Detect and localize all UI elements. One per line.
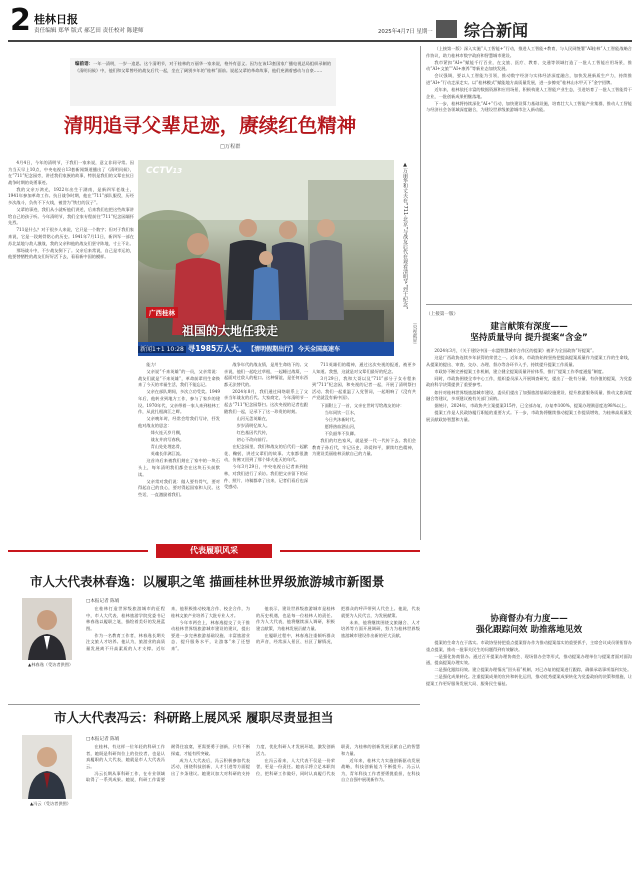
feature-col2-p: 能力！ <box>146 362 159 367</box>
right-top-p: （上接第一版）深入实施“人工智能+”行动，推进人工智能+教育，与人民网签署“AI桂林”人工智能战略合作协议，助力桂林市数字政府和智慧城市建设。 <box>426 46 632 58</box>
feature-col-2 <box>138 362 220 535</box>
feature-col1-p: 711是什么？对于很多人来说，它只是一个数字；但对于我们家来说，它是一段刻骨铭心的历史。1941年7月11日，新四军一部在苏北某地与敌人激战，我的父亲和他的战友们坚守阵地，寸土不让。 <box>8 227 134 246</box>
byline-main: □万程群 <box>220 144 241 150</box>
banner <box>8 544 420 558</box>
right-body-p: 2024年3月，《关于建设中国一东盟智慧城市合作区的提案》被评为全国政协“好提案”。 <box>434 348 597 353</box>
article1-caption: ▲林春逸（受访者供图） <box>28 662 74 667</box>
right-body-p: 这是广西政协连续多年获得的荣誉之一。近年来，市政协始终坚持把提高提案质量作为提案工作的生命线，从提案的提出、审查、交办、办理、督办等各环节入手，持续提升提案工作质量。 <box>426 355 632 367</box>
editor-note-label: 编前语： <box>75 62 94 67</box>
date-line: 2025年4月7日 星期一 <box>378 29 433 35</box>
feature-col1-p: 那场战斗中，不少战友倒下了。父亲后来常说，自己是幸运的，他要替牺牲的战友们好好活下去，看看新中国的模样。 <box>8 247 134 260</box>
feature-col-4 <box>312 362 416 535</box>
article2-caption: ▲冯云（受访者供图） <box>30 801 71 806</box>
feature-col4-p: 711英雄们的精神，通过这次央视的报道，被更多人知道。我想，这就是对父辈们最好的纪念。 <box>312 362 416 374</box>
article1-p: 在桂林打造世界级旅游城市的征程中，市人大代表、桂林旅游学院党委书记林春逸以履职之笔，描绘着美好的发展蓝图。 <box>86 606 165 631</box>
article2-p: 近年来，桂林大力实施创新驱动发展战略，科技创新能力不断提升。冯云认为，青年科技工作者要勇挑重担，在科技自立自强中展现新作为。 <box>341 757 420 783</box>
poem-line: 愿将热血洒山河， <box>324 423 359 429</box>
section-block <box>436 20 457 38</box>
photo-ticker <box>138 342 394 356</box>
masthead-rule <box>8 40 632 42</box>
article1-headline: 市人大代表林春逸：以履职之笔 描画桂林世界级旅游城市新图景 <box>30 574 385 589</box>
feature-col3-p: 在纪念园里，我们和战友的后代们一起献花、鞠躬，讲述父辈们的故事。大家都很激动，仿佛又回到了那个烽火连天的年代。 <box>224 444 308 463</box>
feature-col3-p: 今年3月29日，中央电视台记者来到桂林，对我们进行了采访。我们把父亲留下的证件、照片、诗稿都拿了出来，记者们看后也深受感动。 <box>224 464 308 490</box>
right-top-p: 会议强调，要以人工智能为引领，推动数字经济与实体经济深度融合，加快发展新质生产力，持续推进“AI+”行动走深走实。以“桂林模式”赋能地方高质量发展，进一步擦亮“桂林山水甲天下”金字招牌。 <box>426 73 632 85</box>
article2-photo <box>22 735 72 799</box>
article1-p: 在履职过程中，林春逸注重倾听群众的声音，经常深入景区、社区了解情况，把群众的呼声带到人代会上。他说，代表就要为人民代言，为发展献策。 <box>256 606 420 645</box>
photo-credit: （央视截屏） <box>412 320 417 347</box>
article1-body <box>86 606 420 700</box>
poem-line: 山河无恙英雄在， <box>236 415 271 421</box>
photo-station: 广西桂林 <box>146 307 178 318</box>
article2-body <box>86 744 420 888</box>
right-top-p: 下一步，桂林将持续深化“AI+”行动，加快建设算力基础设施，培育壮大人工智能产业集群，推动人工智能与经济社会各领域深度融合，为建设世界级旅游城市注入新动能。 <box>426 100 632 113</box>
channel-logo-text: CCTV <box>146 166 173 176</box>
right-headline: 建言献策有深度—— 坚持质量导向 提升提案“含金” <box>470 322 588 343</box>
portrait-scene <box>22 735 72 799</box>
article2-byline: □本报记者 陈娟 <box>86 737 120 742</box>
feature-col3-p: 2024年8月，我们通过网络联系上了父亲当年战友的后代。大家商定，今年清明节一起去“711”纪念园祭扫。这次央视的记者也跟随我们一起，记录下了这一珍贵的时刻。 <box>224 388 308 414</box>
portrait-scene <box>22 598 72 660</box>
ticker-right: 今天全国高速车 <box>298 346 341 353</box>
feature-col2-p: 父亲在部队期间，多次立功受奖。1949年后，他转业到地方工作，参与了家乡的建设。1970年代，父亲带着一家人来到桂林工作，从此扎根漓江之畔。 <box>138 389 220 415</box>
poem-line: 红色基因代代传， <box>236 429 271 435</box>
feature-col4-p: 下面附上了一首，父亲在世时写给战友的诗： <box>320 402 405 408</box>
feature-col4-p: 我们的红色家风，就是要一代一代传下去。我们会教育子孙后代，牢记历史，珍爱和平，赓续红色精神，为建设美丽桂林贡献自己的力量。 <box>312 438 416 457</box>
column-divider <box>420 46 421 540</box>
right-body-p: 据统计，2024年，市政协共立案提案315件，已全部办复，办复率100%，提案办理满意度达98%以上。 <box>434 403 630 409</box>
paper-name: 桂林日报 <box>34 13 78 26</box>
right-sub-p: 二是强化跟踪问效。建立提案办理情况“回头看”机制，对已办复的提案进行跟踪，确保承诺事项落到实处。 <box>434 667 632 673</box>
feature-col1-p: 4月4日，今年的清明节，于我们一家来说，意义非同寻常。因为当天早上10点，中央电视台13套新闻频道播出了《清明问候》，在“711”纪念园旁，讲述我们家族的故事，特别是我们的父辈在抗日战争时期的英勇事迹。 <box>8 160 134 185</box>
article1-p: 未来，他将继续围绕文旅融合、人才培养等方面开展调研，努力为桂林世界级旅游城市建设作出新的更大贡献。 <box>341 619 420 638</box>
right-body-p: 同时，市政协围绕全市中心工作，组织委员深入开展调查研究，提出了一批有分量、有价值的提案，为党委政府科学决策提供了重要参考。 <box>426 375 632 388</box>
page-number: 2 <box>10 3 31 38</box>
poem-line: 当年同饮一江水， <box>324 409 359 415</box>
right-top-p: 我市紧扣“AI+”赋能千行百业，在文旅、医疗、教育、交通等领域打造了一批人工智能应用场景，推动“AI+文旅”“AI+康养”等新业态加快发展。 <box>426 59 632 72</box>
article2-p: 在桂林，有这样一位年轻的科研工作者，她既是科研岗位上的佼佼者，也是认真履职的人大代表，她就是市人大代表冯云。 <box>86 744 165 769</box>
feature-col2-p: 这首诗后来被我们刻在了家中的一块石头上，每年清明我们都会在这块石头前默读。 <box>138 458 220 477</box>
feature-col2-p: 父亲晚年时，经常会给我们写诗，抒发他对战友的思念： <box>138 416 220 428</box>
poem-line: 英魂长伴漓江流。 <box>150 451 185 457</box>
article1-p: 今年市两会上，林春逸提交了关于推动桂林世界级旅游城市建设的建议，提出要进一步完善旅游基础设施、丰富旅游业态、提升服务水平，让游客“来了还想来”。 <box>171 619 250 652</box>
feature-col-3 <box>224 362 308 535</box>
feature-col2-p: 父亲常对我们说：做人要有骨气，要对得起自己的良心，要对得起国家和人民。这些话，一直激励着我们。 <box>138 478 220 497</box>
poem-line: 战友并肩写春秋。 <box>150 437 185 443</box>
ticker-time: 新闻1+1 10:28 <box>140 346 184 353</box>
feature-col1-p: 父辈的事迹，我们从小就听他们讲述，后来我们也把这些故事讲给自己的孩子听。今年清明节，我们全家专程前往“711”纪念园缅怀先烈。 <box>8 207 134 226</box>
feature-col2-p: 父亲说“千来英雄”的一员，父亲常说：战友们就是“不来英雄”，革命前辈用生命换来了今天的幸福生活，我们不能忘记。 <box>138 369 220 388</box>
right-top-p: 近年来，桂林依托丰富的数据资源和应用场景，积极构建人工智能产业生态，引进培育了一批人工智能骨干企业，一批创新成果相继落地。 <box>426 87 632 99</box>
feature-col-1 <box>8 160 134 535</box>
masthead <box>8 3 632 40</box>
article1-p: 他表示，建设世界级旅游城市是桂林的历史机遇，也是每一位桂林人的责任。作为人大代表，他将继续深入调研，积极建言献策，为桂林发展贡献力量。 <box>256 606 335 631</box>
right-body <box>426 348 632 610</box>
headline-main: 清明追寻父辈足迹，赓续红色精神 <box>63 114 357 137</box>
editor-note-text: 一年一清明，一岁一追思。这个清明节，对于桂林的万丽华一家来说，格外有意义。因为在该13套国家广播电视总局组织录制的《清明问候》中，他们和父辈曾经的战友后代一起，坐在了阔别多年的“桂林”面前。说起父辈的革命故事，他们充满着感动与自豪…… <box>75 61 332 74</box>
channel-number: 13 <box>172 167 183 175</box>
right-sub-body <box>426 640 632 890</box>
article2-p: 在冯云看来，人大代表不仅是一份荣誉，更是一份责任。她表示将立足本职岗位，把科研工作做好，同时认真履行代表职责，为桂林的创新发展贡献自己的智慧和力量。 <box>256 744 420 776</box>
banner-label: 代表履职风采 <box>156 544 272 558</box>
banner-line-left <box>8 550 148 552</box>
feature-col3-p: 战争年代的战友情，是用生命结下的。父亲说，他们一起吃过草根，一起睡过战壕，一起面对过敌人的枪口。这种情谊，是任何东西都无法替代的。 <box>224 362 308 387</box>
article2-p: 冯云长期从事科研工作，在专业领域取得了一系列成果。她说，科研工作需要耐得住寂寞，更需要勇于创新，只有不断探索，才能有所突破。 <box>86 744 250 783</box>
editor-note <box>70 58 336 106</box>
poem-line: 青山处处埋忠骨， <box>150 444 185 450</box>
poem-line: 今日共沐新时代。 <box>324 416 359 422</box>
poem-line: 初心不改向前行。 <box>236 437 271 443</box>
right-body-p: 如针对桂林世界级旅游城市建设，委员们提出了加强旅游基础设施建设、提升旅游服务质量、推动文旅深度融合等建议，多项建议被有关部门采纳。 <box>426 389 632 402</box>
right-sub-p: 三是强化成果转化。注重提案成果的宣传和转化运用，推动优秀提案成果转化为党委政府的决策和措施，让提案工作更好服务发展大局、服务民生福祉。 <box>426 674 632 687</box>
continued-note: （上接第一版） <box>426 312 459 317</box>
right-top-article <box>426 46 632 298</box>
ticker-text: 寻1985万人大。 <box>187 344 247 353</box>
section-title: 综合新闻 <box>464 21 529 40</box>
article1-byline: □本报记者 陈娟 <box>86 599 120 604</box>
news-photo <box>138 160 394 356</box>
article2-p: 成为人大代表后，冯云积极参加代表活动，围绕科技创新、人才引进等方面提出了多条建议。她建议加大对科研的支持力度，优化科研人才发展环境，激发创新活力。 <box>171 744 335 776</box>
ticker-tag: 【清明假期出行】 <box>248 346 297 353</box>
staff-line: 责任编辑 郑华 版式 郝艺田 责任校对 陈建师 <box>34 28 144 34</box>
poem-line: 烽火连天岁月稠， <box>150 429 185 435</box>
photo-caption: 祖国的大地任我走 <box>182 324 279 338</box>
feature-col1-p: 我的父亲万鸿光，1922年出生于湖南，是新四军老战士，1941年参加革命工作。抗日战争时期，他在“711”部队服役，历经多次战斗，负伤不下火线，被誉为“铁打的汉子”。 <box>8 186 134 206</box>
article-divider <box>8 704 420 705</box>
right-body-p: 市政协不断完善提案工作机制，建立健全提案质量评价体系，推行“提案工作季度通报”制度。 <box>434 368 607 374</box>
right-subheadline: 协商督办有力度—— 强化跟踪问效 助推落地见效 <box>475 614 583 635</box>
article1-p: 作为一名教育工作者，林春逸长期关注文旅人才培养。他认为，旅游业的高质量发展离不开高素质的人才支撑。近年来，他积极推动校地合作、校企合作，为桂林文旅产业培养了大批专业人才。 <box>86 606 250 652</box>
article1-photo <box>22 598 72 660</box>
article2-headline: 市人大代表冯云：科研路上展风采 履职尽责显担当 <box>54 710 334 725</box>
right-sub-p: 一是强化协商督办。通过召开提案办理协商会、现场督办会等形式，推动提案办理单位与提案者面对面沟通，提高提案办理实效。 <box>426 653 632 666</box>
banner-line-right <box>280 550 420 552</box>
right-sub-p: 提案的生命力在于落实。市政协坚持把重点提案督办作为推动提案落实的重要抓手，主席会议成员领衔督办重点提案，推动一批事关民生的问题得到有效解决。 <box>426 640 632 652</box>
feature-col4-p: 3月29日，我和大哥以及“711”部分子女专程来到“711”纪念园，和央视的记者一起，开展了清明祭扫活动。我们一起重温了入党誓词，一起唱响了《没有共产党就没有新中国》。 <box>312 375 416 401</box>
right-rule <box>426 304 632 305</box>
right-body-p: 提案工作是人民政协履行职能的重要方式。下一步，市政协将继续推动提案工作提质增效，为桂林高质量发展贡献政协智慧和力量。 <box>426 410 632 422</box>
photo-side-caption: ▲万丽华和丈夫在“711·北京”与战友后代在观看清明节“烈士纪念” <box>402 162 408 310</box>
channel-logo <box>146 166 182 176</box>
poem-line: 岁岁清明忆故人。 <box>236 422 271 428</box>
poem-line: 不负韶华不负卿。 <box>324 430 359 436</box>
